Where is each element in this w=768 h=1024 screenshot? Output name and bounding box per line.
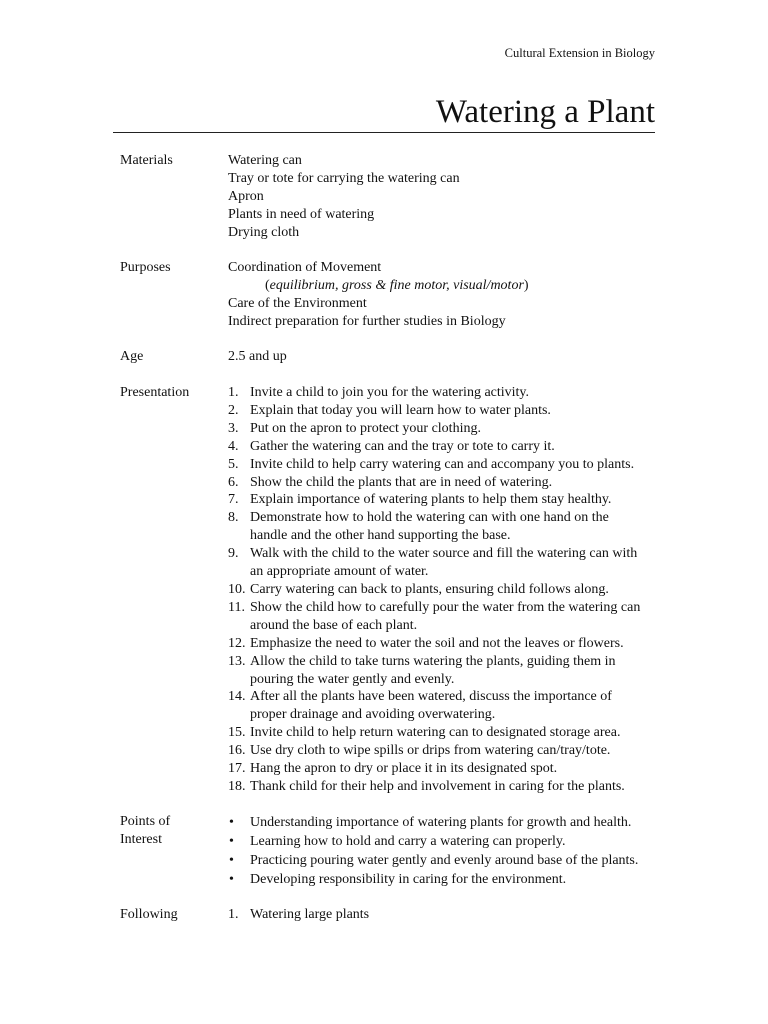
step-number: 15. [228,725,246,741]
presentation-step [228,456,680,474]
step-text: Invite a child to join you for the watering activity. [250,385,530,400]
step-text: Allow the child to take turns watering the plants, guiding them in [250,653,616,669]
presentation-step [228,545,680,581]
purpose-coordination-detail [228,277,680,295]
materials-list [228,152,680,242]
points-item-text: Practicing pouring water gently and evenly around base of the plants. [250,853,639,868]
following-item-text: Watering large plants [250,907,370,922]
step-number: 5. [228,456,239,472]
step-text: Gather the watering can and the tray or tote to carry it. [250,438,555,454]
presentation-step [228,384,680,402]
following-item [228,906,680,924]
header-label: Cultural Extension in Biology [504,46,655,60]
points-item-text: Developing responsibility in caring for the environment. [250,872,567,887]
points-label-line2: Interest [120,831,162,847]
bullet-icon: • [229,834,234,849]
step-text: Demonstrate how to hold the watering can with one hand on the [250,510,609,526]
step-number: 11. [228,599,245,615]
age-value: 2.5 and up [228,349,287,364]
presentation-step [228,635,680,653]
bullet-icon: • [229,853,234,868]
presentation-step [228,653,680,689]
step-text: Show the child how to carefully pour the water from the watering can [250,599,641,615]
step-number: 10. [228,581,246,597]
bullet-icon: • [229,872,234,887]
step-text: around the base of each plant. [250,617,418,633]
presentation-step [228,778,680,796]
step-text: Invite child to help return watering can to designated storage area. [250,725,621,741]
materials-item: Apron [228,188,264,204]
step-number: 2. [228,402,239,418]
step-number: 8. [228,510,239,526]
step-text: Thank child for their help and involvement in caring for the plants. [250,778,625,794]
purposes-label: Purposes [120,260,171,275]
step-text: Explain importance of watering plants to help them stay healthy. [250,492,612,508]
title-divider [113,132,655,133]
materials-item: Drying cloth [228,224,300,240]
step-text: Emphasize the need to water the soil and not the leaves or flowers. [250,635,624,651]
points-item-text: Understanding importance of watering plants for growth and health. [250,815,632,830]
paren-close: ) [523,277,529,293]
step-number: 7. [228,492,239,508]
points-item [228,832,680,851]
step-text: handle and the other hand supporting the base. [250,528,511,544]
presentation-label: Presentation [120,385,190,400]
step-text: Use dry cloth to wipe spills or drips from watering can/tray/tote. [250,743,611,759]
step-number: 9. [228,546,239,562]
step-number: 12. [228,635,246,651]
points-label-line1: Points of [120,814,171,829]
step-number: 17. [228,761,246,777]
presentation-step [228,724,680,742]
materials-item: Plants in need of watering [228,206,375,222]
materials-label: Materials [120,153,173,168]
presentation-step [228,491,680,509]
following-label: Following [120,907,178,922]
presentation-step [228,688,680,724]
presentation-step [228,402,680,420]
materials-item: Tray or tote for carrying the watering can [228,170,460,186]
points-item [228,851,680,870]
step-text: Explain that today you will learn how to water plants. [250,402,551,418]
purpose-coordination: Coordination of Movement [228,260,382,275]
presentation-step [228,438,680,456]
points-list [228,813,680,889]
step-number: 1. [228,385,239,400]
step-number: 4. [228,438,239,454]
purpose-detail-italic: equilibrium, gross & fine motor, visual/motor [269,277,524,293]
paren-open: ( [265,277,270,293]
presentation-step [228,420,680,438]
step-number: 6. [228,474,239,490]
presentation-step [228,581,680,599]
step-text: pouring the water gently and evenly. [250,671,455,687]
presentation-step [228,509,680,545]
points-item-text: Learning how to hold and carry a watering can properly. [250,834,566,849]
points-label [120,813,220,849]
following-list [228,906,680,924]
purpose-environment: Care of the Environment [228,295,367,311]
points-item [228,813,680,832]
points-item [228,870,680,889]
step-text: Walk with the child to the water source and fill the watering can with [250,546,638,562]
presentation-step [228,474,680,492]
step-text: After all the plants have been watered, discuss the importance of [250,689,612,705]
page-title: Watering a Plant [435,94,655,130]
step-text: Hang the apron to dry or place it in its designated spot. [250,761,558,777]
step-number: 14. [228,689,246,705]
bullet-icon: • [229,815,234,830]
purpose-biology: Indirect preparation for further studies in Biology [228,313,506,329]
materials-item: Watering can [228,153,302,168]
step-text: Show the child the plants that are in need of watering. [250,474,553,490]
step-text: Carry watering can back to plants, ensuring child follows along. [250,581,609,597]
step-number: 13. [228,653,246,669]
presentation-step [228,599,680,635]
age-label: Age [120,349,144,364]
step-number: 16. [228,743,246,759]
step-text: Invite child to help carry watering can and accompany you to plants. [250,456,635,472]
presentation-step [228,742,680,760]
step-text: Put on the apron to protect your clothing. [250,420,481,436]
presentation-step [228,760,680,778]
presentation-steps [228,384,680,796]
step-text: an appropriate amount of water. [250,564,429,580]
step-number: 3. [228,420,239,436]
step-text: proper drainage and avoiding overwatering. [250,707,496,723]
purposes-list [228,259,680,331]
step-number: 18. [228,778,246,794]
following-item-number: 1. [228,907,239,922]
